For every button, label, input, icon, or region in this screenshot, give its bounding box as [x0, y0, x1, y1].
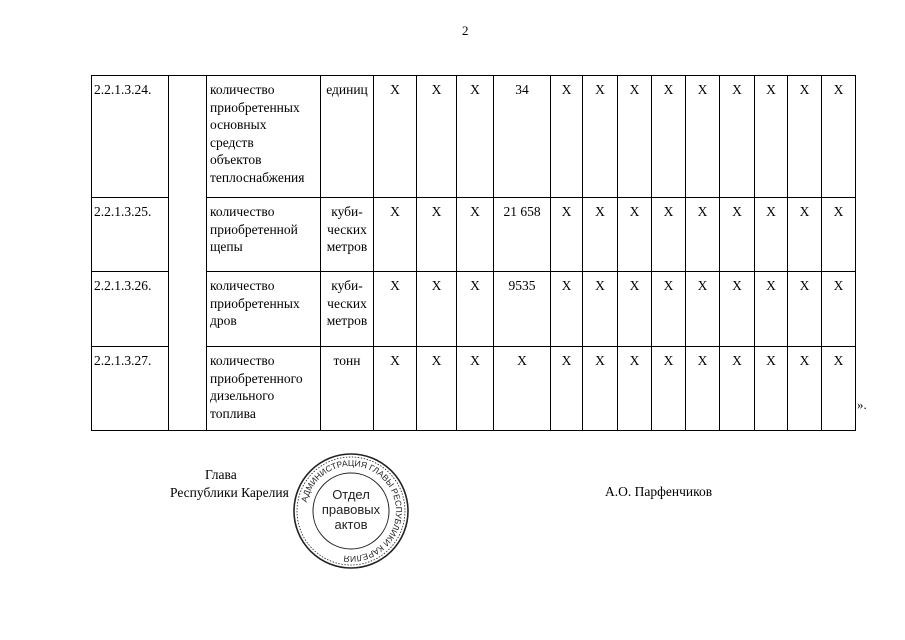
table-row — [92, 272, 856, 347]
value-cell: X — [822, 198, 856, 272]
value-cell: X — [618, 76, 652, 198]
row-name — [207, 76, 321, 198]
value-cell: X — [417, 198, 457, 272]
row-name-line: количество — [210, 353, 275, 368]
signatory-title: Глава — [205, 467, 237, 482]
row-unit — [321, 272, 374, 347]
value-cell: X — [417, 76, 457, 198]
row-unit-line: тонн — [333, 353, 361, 368]
value-cell: X — [686, 272, 720, 347]
stamp-center-line: Отдел — [332, 487, 370, 502]
row-code: 2.2.1.3.24. — [92, 76, 169, 198]
value-cell: X — [720, 76, 755, 198]
row-code: 2.2.1.3.25. — [92, 198, 169, 272]
row-unit-line: ческих — [327, 221, 367, 237]
value-cell: X — [652, 76, 686, 198]
table-row — [92, 347, 856, 431]
closing-quote: ». — [857, 397, 867, 412]
value-cell: X — [788, 347, 822, 431]
row-name-line: приобретенных — [210, 295, 300, 311]
stamp-center-line: актов — [334, 517, 368, 532]
value-cell: X — [583, 198, 618, 272]
value-cell: 34 — [494, 76, 551, 198]
table-body — [92, 76, 856, 431]
value-cell: X — [755, 76, 788, 198]
signatory-name: А.О. Парфенчиков — [605, 484, 713, 499]
value-cell: 21 658 — [494, 198, 551, 272]
official-stamp — [292, 452, 410, 570]
page-number: 2 — [462, 23, 469, 38]
value-cell: X — [788, 76, 822, 198]
row-name-line: приобретенной — [210, 221, 298, 237]
value-cell: X — [618, 272, 652, 347]
value-cell: X — [788, 198, 822, 272]
value-cell: 9535 — [494, 272, 551, 347]
row-code: 2.2.1.3.26. — [92, 272, 169, 347]
value-cell: X — [551, 347, 583, 431]
value-cell: X — [583, 272, 618, 347]
value-cell: X — [652, 347, 686, 431]
value-cell: X — [457, 272, 494, 347]
value-cell: X — [417, 272, 457, 347]
value-cell: X — [686, 347, 720, 431]
row-name-line: дизельного — [210, 388, 275, 403]
value-cell: X — [583, 76, 618, 198]
value-cell: X — [822, 272, 856, 347]
row-name-line: приобретенных — [210, 99, 300, 115]
row-name-line: приобретенного — [210, 370, 303, 386]
row-unit-line: метров — [326, 313, 368, 328]
row-unit — [321, 76, 374, 198]
stamp-ring-text: АДМИНИСТРАЦИЯ ГЛАВЫ РЕСПУБЛИКИ КАРЕЛИЯ — [298, 457, 405, 565]
value-cell: X — [755, 272, 788, 347]
row-name-line: объектов — [210, 152, 262, 167]
value-cell: X — [551, 76, 583, 198]
row-unit-line: куби- — [331, 278, 363, 293]
indicators-table — [91, 75, 856, 431]
signatory-title-region: Республики Карелия — [170, 485, 289, 500]
value-cell: X — [720, 272, 755, 347]
value-cell: X — [755, 347, 788, 431]
value-cell: X — [551, 272, 583, 347]
value-cell: X — [374, 76, 417, 198]
row-name-line: количество — [210, 204, 275, 219]
row-code: 2.2.1.3.27. — [92, 347, 169, 431]
value-cell: X — [374, 347, 417, 431]
row-name-line: теплоснабжения — [210, 169, 305, 185]
row-name — [207, 272, 321, 347]
row-unit-line: ческих — [327, 295, 367, 311]
row-name-line: средств — [210, 134, 254, 150]
row-name — [207, 347, 321, 431]
value-cell: X — [720, 198, 755, 272]
row-name-line: количество — [210, 82, 275, 97]
value-cell: X — [788, 272, 822, 347]
row-name-line: количество — [210, 278, 275, 293]
value-cell: X — [755, 198, 788, 272]
table-row — [92, 198, 856, 272]
value-cell: X — [583, 347, 618, 431]
value-cell: X — [618, 198, 652, 272]
value-cell: X — [686, 76, 720, 198]
row-unit — [321, 198, 374, 272]
row-name-line: щепы — [210, 239, 243, 254]
row-unit-line: метров — [326, 239, 368, 254]
row-unit-line: куби- — [331, 204, 363, 219]
value-cell: X — [374, 272, 417, 347]
value-cell: X — [822, 76, 856, 198]
value-cell: X — [551, 198, 583, 272]
value-cell: X — [417, 347, 457, 431]
stamp-center-line: правовых — [321, 502, 381, 517]
table-row — [92, 76, 856, 198]
value-cell: X — [374, 198, 417, 272]
row-name — [207, 198, 321, 272]
row-name-line: основных — [210, 117, 267, 132]
row-unit-line: единиц — [326, 82, 368, 97]
value-cell: X — [652, 272, 686, 347]
value-cell: X — [720, 347, 755, 431]
value-cell: X — [457, 76, 494, 198]
value-cell: X — [686, 198, 720, 272]
empty-merged-cell — [169, 76, 207, 431]
value-cell: X — [494, 347, 551, 431]
row-name-line: топлива — [210, 405, 256, 421]
value-cell: X — [652, 198, 686, 272]
value-cell: X — [457, 198, 494, 272]
value-cell: X — [822, 347, 856, 431]
row-name-line: дров — [210, 313, 237, 328]
value-cell: X — [457, 347, 494, 431]
row-unit — [321, 347, 374, 431]
value-cell: X — [618, 347, 652, 431]
